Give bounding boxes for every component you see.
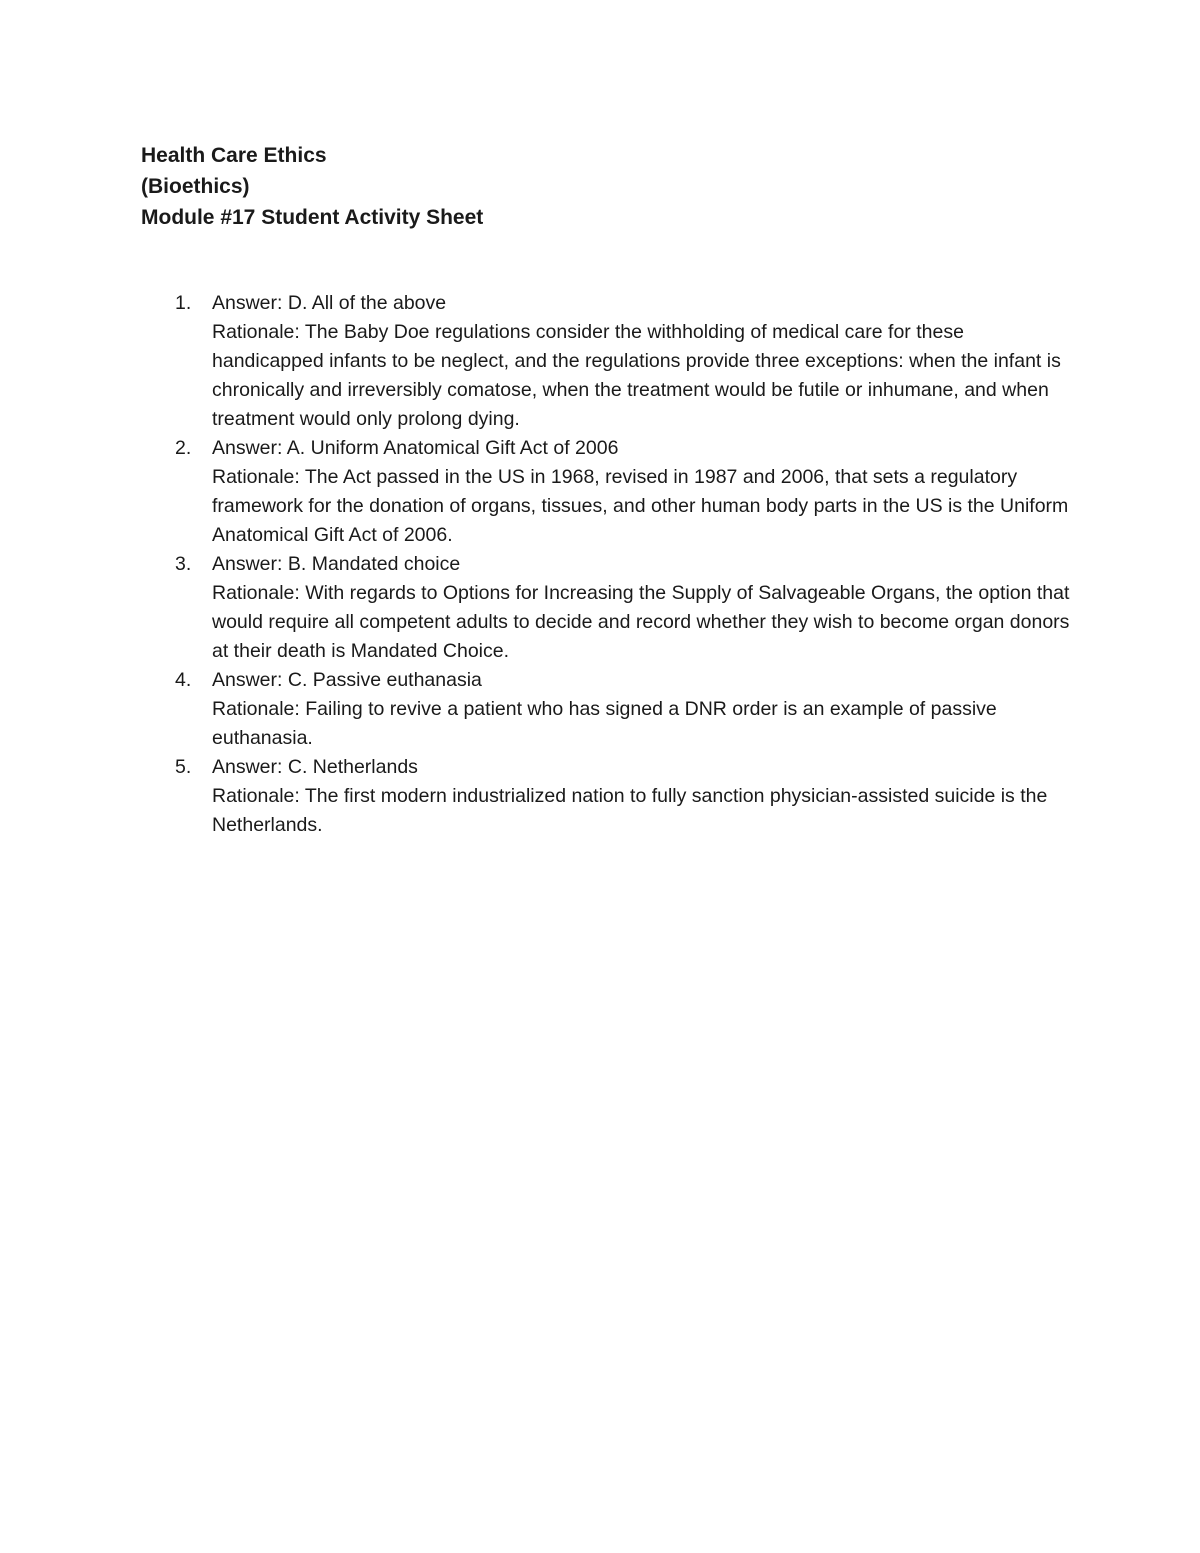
document-subtitle: (Bioethics): [141, 175, 250, 198]
answer-text: Answer: D. All of the above: [212, 292, 447, 314]
answer-item-1: [141, 289, 1071, 434]
answer-number: 2.: [175, 437, 192, 459]
document-header: [141, 140, 1041, 233]
answer-number: 4.: [175, 669, 192, 691]
answer-list: [141, 289, 1071, 840]
answer-number: 5.: [175, 756, 192, 778]
answer-item-2: [141, 434, 1071, 550]
rationale-text: Rationale: Failing to revive a patient who has signed a DNR order is an example of passive euthanasia.: [212, 698, 997, 749]
rationale-text: Rationale: The Baby Doe regulations consider the withholding of medical care for these handicapped infants to be neglect, and the regulations provide three exceptions: when the infant is chronically and irreversibly comatose, when the treatment would be futile or inhumane, and when treatment would only prolong dying.: [212, 321, 1061, 430]
answer-text: Answer: A. Uniform Anatomical Gift Act of 2006: [212, 437, 619, 459]
module-heading: Module #17 Student Activity Sheet: [141, 206, 484, 229]
answer-number: 3.: [175, 553, 192, 575]
answer-number: 1.: [175, 292, 192, 314]
answer-item-4: [141, 666, 1071, 753]
answer-text: Answer: C. Passive euthanasia: [212, 669, 482, 691]
rationale-text: Rationale: The Act passed in the US in 1968, revised in 1987 and 2006, that sets a regulatory framework for the donation of organs, tissues, and other human body parts in the US is the Uniform Anatomical Gift Act of 2006.: [212, 466, 1069, 546]
document-title: Health Care Ethics: [141, 144, 327, 167]
answer-text: Answer: B. Mandated choice: [212, 553, 461, 575]
answer-text: Answer: C. Netherlands: [212, 756, 418, 778]
rationale-text: Rationale: With regards to Options for Increasing the Supply of Salvageable Organs, the option that would require all competent adults to decide and record whether they wish to become organ donors at their death is Mandated Choice.: [212, 582, 1070, 662]
answer-item-3: [141, 550, 1071, 666]
rationale-text: Rationale: The first modern industrialized nation to fully sanction physician-assisted suicide is the Netherlands.: [212, 785, 1048, 836]
answer-item-5: [141, 753, 1071, 840]
